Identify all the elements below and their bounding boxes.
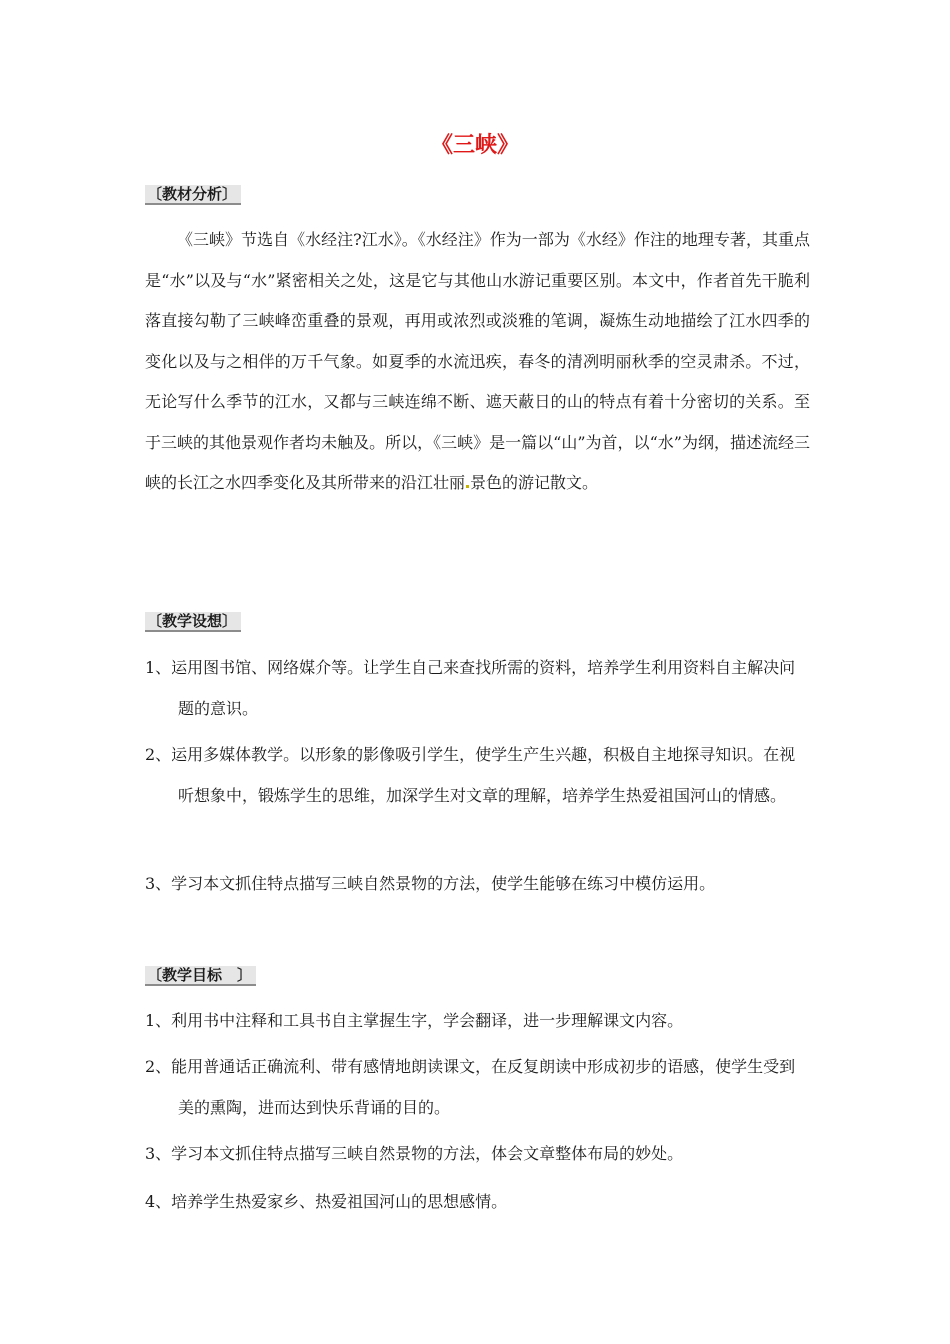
list-item: 1、运用图书馆、网络媒介等。让学生自己来查找所需的资料，培养学生利用资料自主解决问题的意识。 — [145, 658, 796, 718]
list-item: 1、利用书中注释和工具书自主掌握生字，学会翻译，进一步理解课文内容。 — [145, 1011, 684, 1030]
list-item: 2、运用多媒体教学。以形象的影像吸引学生，使学生产生兴趣，积极自主地探寻知识。在视听想象中，锻炼学生的思维，加深学生对文章的理解，培养学生热爱祖国河山的情感。 — [145, 745, 796, 805]
marker-dot — [466, 485, 469, 488]
document-title: 《三峡》 — [430, 133, 519, 158]
paragraph-text: 《三峡》节选自《水经注?江水》。《水经注》作为一部为《水经》作注的地理专著，其重点是“水”以及与“水”紧密相关之处，这是它与其他山水游记重要区别。本文中，作者首先干脆利落直接勾勒了三峡峰峦重叠的景观，再用或浓烈或淡雅的笔调，凝炼生动地描绘了江水四季的变化以及与之相伴的万千气象。如夏季的水流迅疾，春冬的清冽明丽秋季的空灵肃杀。不过，无论写什么季节的江水，又都与三峡连绵不断、遮天蔽日的山的特点有着十分密切的关系。至于三峡的其他景观作者均未触及。所以，《三峡》是一篇以“山”为首，以“水”为纲，描述流经三峡的长江之水四季变化及其所带来的沿江壮丽 — [145, 230, 810, 492]
list-item: 3、学习本文抓住特点描写三峡自然景物的方法，体会文章整体布局的妙处。 — [145, 1144, 684, 1163]
paragraph-text-end: 景色的游记散文。 — [470, 473, 599, 492]
section-heading-textbook-analysis: 〔教材分析〕 — [145, 185, 241, 205]
textbook-analysis-paragraph — [145, 220, 810, 504]
list-item: 3、学习本文抓住特点描写三峡自然景物的方法，使学生能够在练习中模仿运用。 — [145, 874, 716, 893]
list-item: 2、能用普通话正确流利、带有感情地朗读课文，在反复朗读中形成初步的语感，使学生受到美的熏陶，进而达到快乐背诵的目的。 — [145, 1057, 796, 1117]
section-heading-teaching-goals: 〔教学目标 〕 — [145, 966, 256, 986]
list-item: 4、培养学生热爱家乡、热爱祖国河山的思想感情。 — [145, 1192, 508, 1211]
section-heading-teaching-concept: 〔教学设想〕 — [145, 612, 241, 632]
